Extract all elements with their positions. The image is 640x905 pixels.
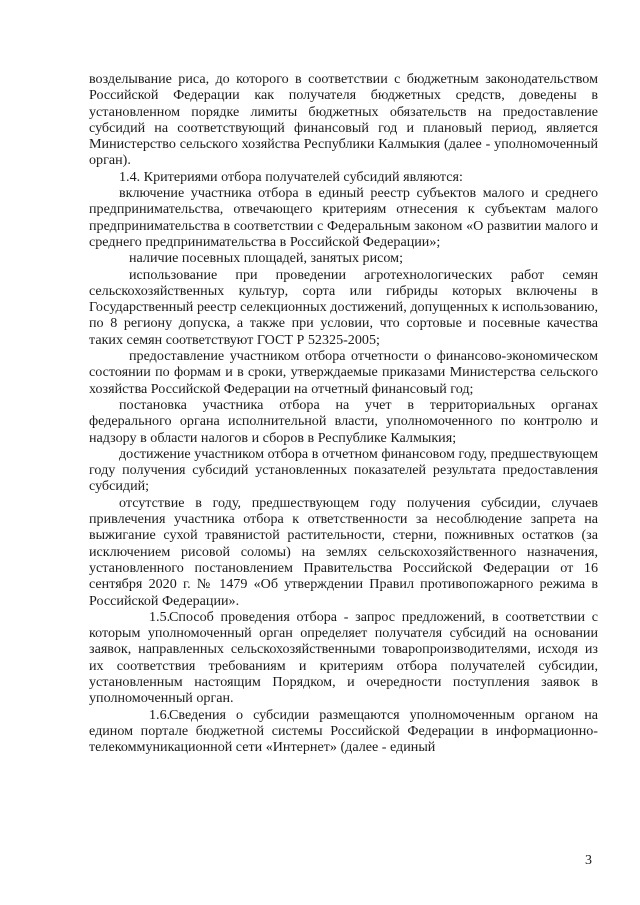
paragraph-criterion-tax-registration: постановка участника отбора на учет в территориальных органах федерального органа исполнительной власти, уполномоченного по контролю и надзору в области налогов и сборов в Республике Калмыкия; [89, 396, 598, 446]
paragraph-recipient: возделывание риса, до которого в соответствии с бюджетным законодательством Российской Федерации как получателя бюджетных средств, доведены в установленном порядке лимиты бюджетных обязательств на предоставление субсидий на соответствующий финансовый год и плановый период, является Министерство сельского хозяйства Республики Калмыкия (далее - уполномоченный орган). [89, 71, 598, 169]
page-number: 3 [585, 853, 592, 868]
clause-number: 1.6. [149, 706, 171, 723]
clause-text: Способ проведения отбора - запрос предложений, в соответствии с которым уполномоченный орган определяет получателя субсидий на основании заявок, направленных сельскохозяйственными товаропроизводителями, исходя из их соответствия требованиям и критериям отбора получателей субсидии, установленным настоящим Порядком, и очередности поступления заявок в уполномоченный орган. [89, 608, 598, 707]
paragraph-clause-1-5 [89, 609, 598, 707]
paragraph-criterion-results: достижение участником отбора в отчетном финансовом году, предшествующем году получения субсидий установленных показателей результата предоставления субсидий; [89, 445, 598, 495]
paragraph-criterion-seeds: использование при проведении агротехнологических работ семян сельскохозяйственных культур, сорта или гибриды которых включены в Государственный реестр селекционных достижений, допущенных к использованию, по 8 региону допуска, а также при условии, что сортовые и посевные качества таких семян соответствуют ГОСТ Р 52325-2005; [89, 266, 598, 348]
clause-text: Сведения о субсидии размещаются уполномоченным органом на едином портале бюджетной системы Российской Федерации в информационно-телекоммуникационной сети «Интернет» (далее - единый [89, 706, 598, 756]
paragraph-clause-1-6 [89, 707, 598, 756]
paragraph-criterion-fire-safety: отсутствие в году, предшествующем году получения субсидии, случаев привлечения участника отбора к ответственности за несоблюдение запрета на выжигание сухой травянистой растительности, стерни, пожнивных остатков (за исключением рисовой соломы) на землях сельскохозяйственного назначения, установленного постановлением Правительства Российской Федерации от 16 сентября 2020 г. № 1479 «Об утверждении Правил противопожарного режима в Российской Федерации». [89, 494, 598, 609]
paragraph-criterion-areas: наличие посевных площадей, занятых рисом; [129, 250, 404, 267]
paragraph-criterion-registry: включение участника отбора в единый реестр субъектов малого и среднего предпринимательства, отвечающего критериям отнесения к субъектам малого предпринимательства в соответствии с Федеральным законом «О развитии малого и среднего предпринимательства в Российской Федерации»; [89, 185, 598, 250]
paragraph-criteria-heading: 1.4. Критериями отбора получателей субсидий являются: [119, 168, 463, 185]
clause-number: 1.5. [149, 608, 171, 625]
paragraph-criterion-reporting: предоставление участником отбора отчетности о финансово-экономическом состоянии по формам и в сроки, утверждаемые приказами Министерства сельского хозяйства Российской Федерации на отчетный финансовый год; [89, 348, 598, 397]
